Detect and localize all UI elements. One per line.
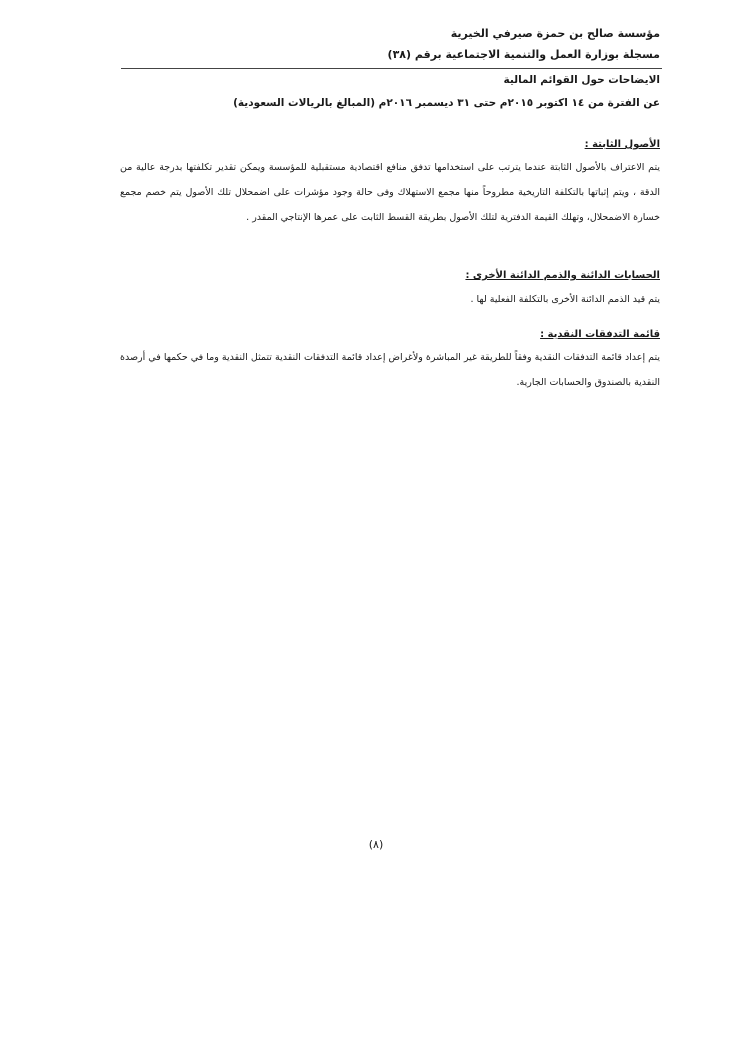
section-body-payables: يتم قيد الذمم الدائنة الأخرى بالتكلفة الفعلية لها . — [470, 294, 660, 305]
registration-line: مسجلة بوزارة العمل والتنمية الاجتماعية برقم (٣٨) — [387, 48, 660, 61]
page-number: (٨) — [368, 838, 384, 851]
section-heading-cash-flows: قائمة التدفقات النقدية : — [540, 329, 660, 340]
organization-name: مؤسسة صالح بن حمزة صيرفي الخيرية — [450, 27, 660, 40]
section-body-fixed-assets: يتم الاعتراف بالأصول الثابتة عندما يترتب على استخدامها تدفق منافع اقتصادية مستقبلية للمؤسسة ويمكن تقدير تكلفتها بدرجة عالية من الدقة ، ويتم إثباتها بالتكلفة التاريخية مطروحاً منها مجمع الاستهلاك وفى حالة وجود مؤشرات على اضمحلال تلك الأصول يتم خصم مجمع خسارة الاضمحلال، وتهلك القيمة الدفترية لتلك الأصول بطريقة القسط الثابت على عمرها الإنتاجي المقدر . — [120, 162, 660, 223]
section-heading-fixed-assets: الأصول الثابتة : — [584, 139, 660, 150]
document-title: الايضاحات حول القوائم المالية — [503, 74, 660, 86]
reporting-period: عن الفترة من ١٤ اكتوبر ٢٠١٥م حتى ٣١ ديسمبر ٢٠١٦م (المبالغ بالريالات السعودية) — [233, 97, 660, 109]
header-divider — [121, 68, 662, 69]
section-heading-payables: الحسابات الدائنة والذمم الدائنة الأخرى : — [465, 270, 660, 281]
section-body-cash-flows: يتم إعداد قائمة التدفقات النقدية وفقاً للطريقة غير المباشرة ولأغراض إعداد قائمة التدفقات النقدية تتمثل النقدية وما في حكمها في أرصدة النقدية بالصندوق والحسابات الجارية. — [120, 352, 660, 388]
